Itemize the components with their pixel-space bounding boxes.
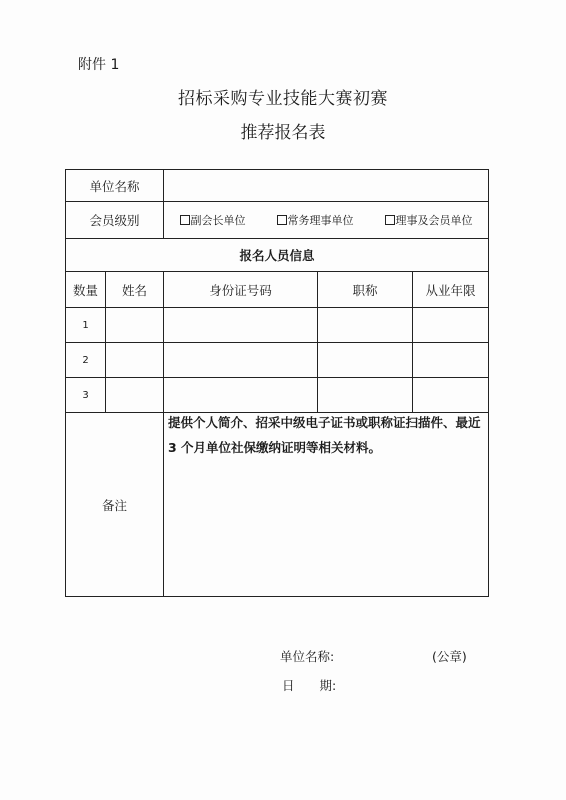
row-number: 3 xyxy=(66,378,106,413)
column-header-count: 数量 xyxy=(66,272,106,308)
name-cell[interactable] xyxy=(106,343,164,378)
row-number: 2 xyxy=(66,343,106,378)
member-option-executive-director[interactable] xyxy=(277,212,354,228)
member-option-label: 副会长单位 xyxy=(190,214,246,227)
title-cell[interactable] xyxy=(318,343,413,378)
id-cell[interactable] xyxy=(164,343,318,378)
title-cell[interactable] xyxy=(318,378,413,413)
years-cell[interactable] xyxy=(413,308,489,343)
member-option-label: 理事及会员单位 xyxy=(395,214,473,227)
name-cell[interactable] xyxy=(106,308,164,343)
name-cell[interactable] xyxy=(106,378,164,413)
section-title: 报名人员信息 xyxy=(66,239,489,272)
checkbox-icon[interactable] xyxy=(277,215,287,225)
table-row xyxy=(66,343,489,378)
member-level-options xyxy=(164,202,489,239)
footer-unit-name-label: 单位名称: xyxy=(280,649,335,664)
column-header-title: 职称 xyxy=(318,272,413,308)
form-title: 招标采购专业技能大赛初赛 xyxy=(178,89,388,109)
column-header-years: 从业年限 xyxy=(413,272,489,308)
remark-text: 提供个人简介、招采中级电子证书或职称证扫描件、最近 3 个月单位社保缴纳证明等相关材料。 xyxy=(168,415,481,455)
member-option-label: 常务理事单位 xyxy=(287,214,354,227)
id-cell[interactable] xyxy=(164,308,318,343)
unit-name-field[interactable] xyxy=(164,170,489,202)
member-option-vice-president[interactable] xyxy=(180,212,246,228)
registration-table xyxy=(65,169,489,597)
member-option-director-member[interactable] xyxy=(385,212,473,228)
checkbox-icon[interactable] xyxy=(385,215,395,225)
column-header-id-number: 身份证号码 xyxy=(164,272,318,308)
checkbox-icon[interactable] xyxy=(180,215,190,225)
unit-name-label: 单位名称 xyxy=(66,170,164,202)
seal-label: (公章) xyxy=(432,649,467,664)
member-level-label: 会员级别 xyxy=(66,202,164,239)
table-row xyxy=(66,308,489,343)
title-cell[interactable] xyxy=(318,308,413,343)
row-number: 1 xyxy=(66,308,106,343)
remark-label: 备注 xyxy=(66,413,164,597)
column-header-name: 姓名 xyxy=(106,272,164,308)
id-cell[interactable] xyxy=(164,378,318,413)
years-cell[interactable] xyxy=(413,378,489,413)
form-subtitle: 推荐报名表 xyxy=(240,123,326,143)
footer-date-label: 日 期: xyxy=(282,678,337,693)
years-cell[interactable] xyxy=(413,343,489,378)
table-row xyxy=(66,378,489,413)
attachment-label: 附件 1 xyxy=(78,57,120,73)
